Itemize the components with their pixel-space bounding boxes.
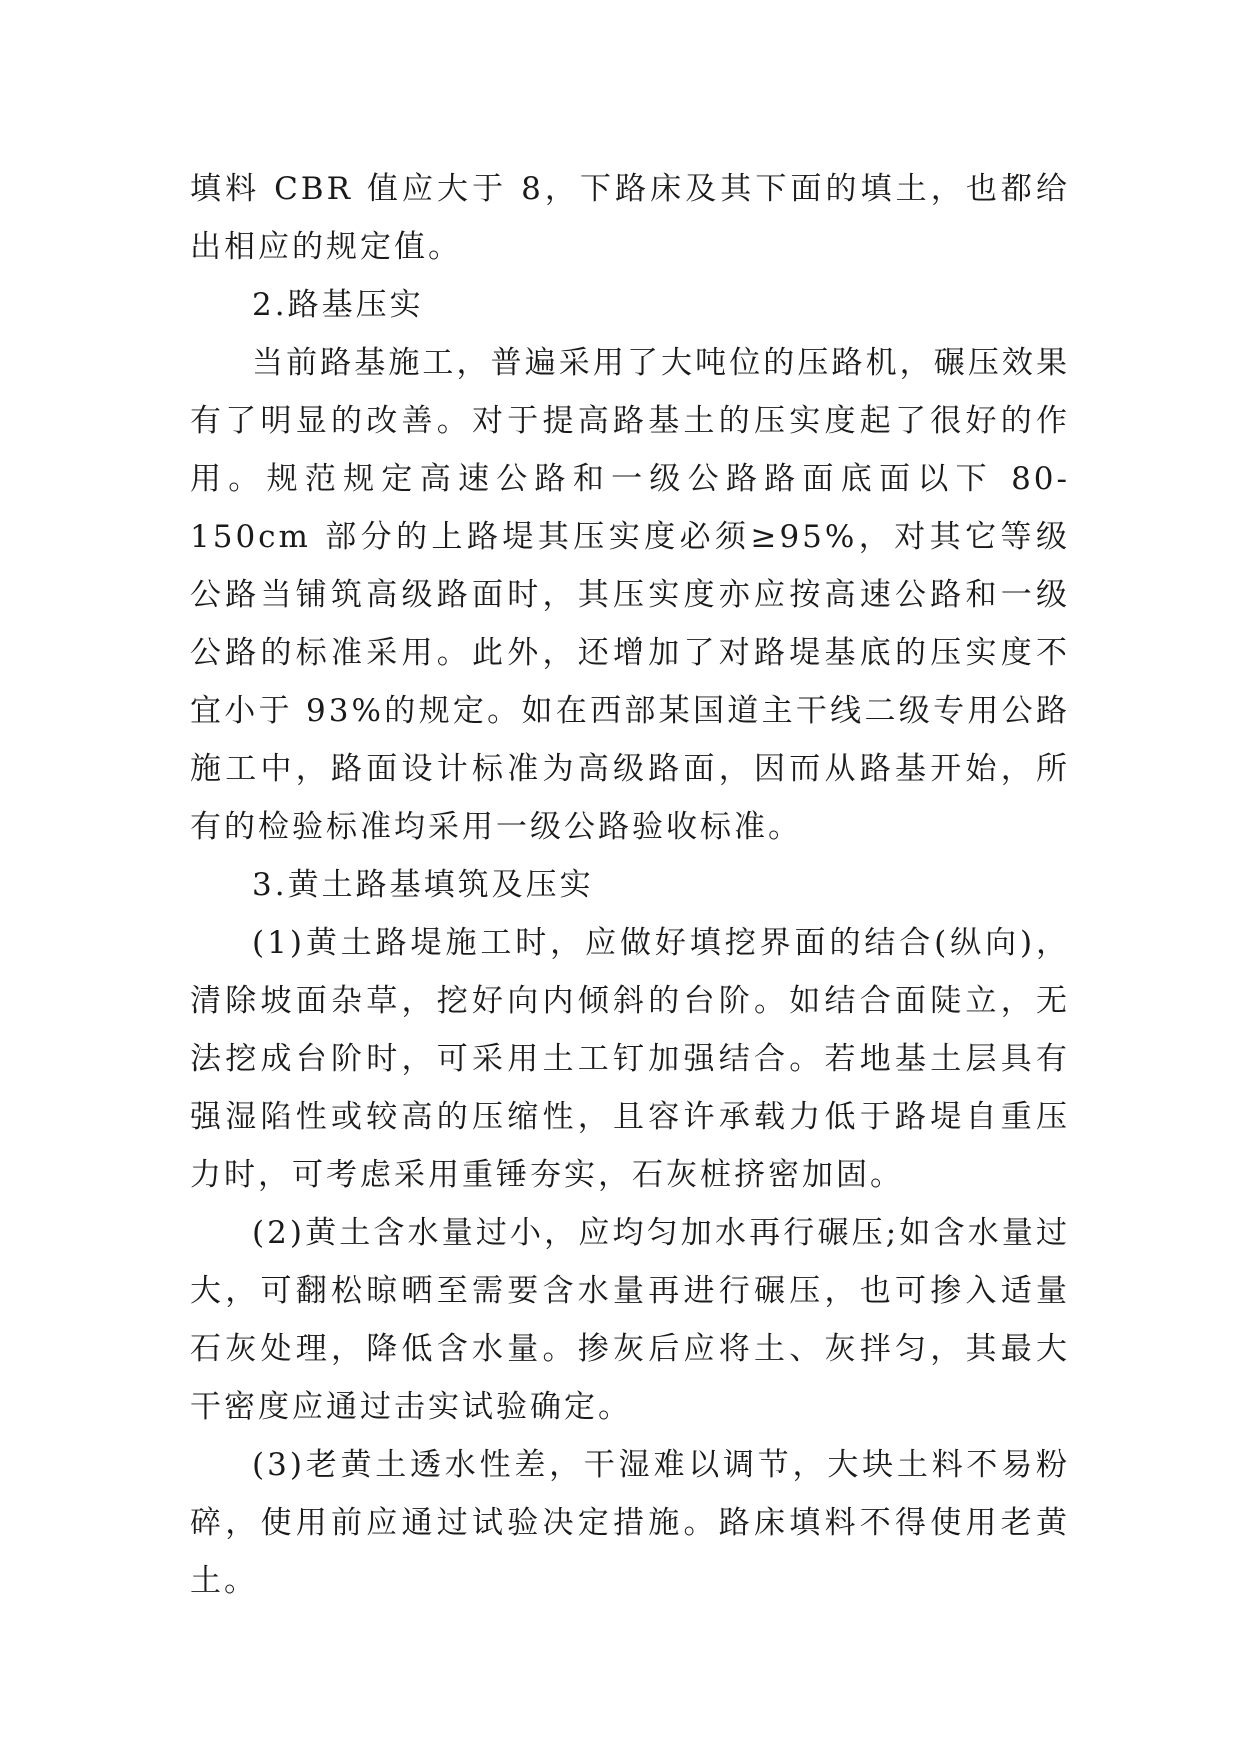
section-heading: 3.黄土路基填筑及压实 <box>252 867 594 903</box>
paragraph: 填料 CBR 值应大于 8，下路床及其下面的填土，也都给出相应的规定值。 <box>190 171 1070 265</box>
paragraph: (3)老黄土透水性差，干湿难以调节，大块土料不易粉碎，使用前应通过试验决定措施。路床填料不得使用老黄土。 <box>190 1447 1070 1599</box>
paragraph: (2)黄土含水量过小，应均匀加水再行碾压;如含水量过大，可翻松晾晒至需要含水量再进行碾压，也可掺入适量石灰处理，降低含水量。掺灰后应将土、灰拌匀，其最大干密度应通过击实试验确定。 <box>190 1215 1070 1425</box>
section-heading: 2.路基压实 <box>252 287 424 323</box>
document-body <box>190 160 1070 1610</box>
paragraph: 当前路基施工，普遍采用了大吨位的压路机，碾压效果有了明显的改善。对于提高路基土的压实度起了很好的作用。规范规定高速公路和一级公路路面底面以下 80-150cm 部分的上路堤其压实度必须≥95%，对其它等级公路当铺筑高级路面时，其压实度亦应按高速公路和一级公路的标准采用。此外，还增加了对路堤基底的压实度不宜小于 93%的规定。如在西部某国道主干线二级专用公路施工中，路面设计标准为高级路面，因而从路基开始，所有的检验标准均采用一级公路验收标准。 <box>190 345 1070 845</box>
paragraph: (1)黄土路堤施工时，应做好填挖界面的结合(纵向)，清除坡面杂草，挖好向内倾斜的台阶。如结合面陡立，无法挖成台阶时，可采用土工钉加强结合。若地基土层具有强湿陷性或较高的压缩性，且容许承载力低于路堤自重压力时，可考虑采用重锤夯实，石灰桩挤密加固。 <box>190 925 1070 1193</box>
